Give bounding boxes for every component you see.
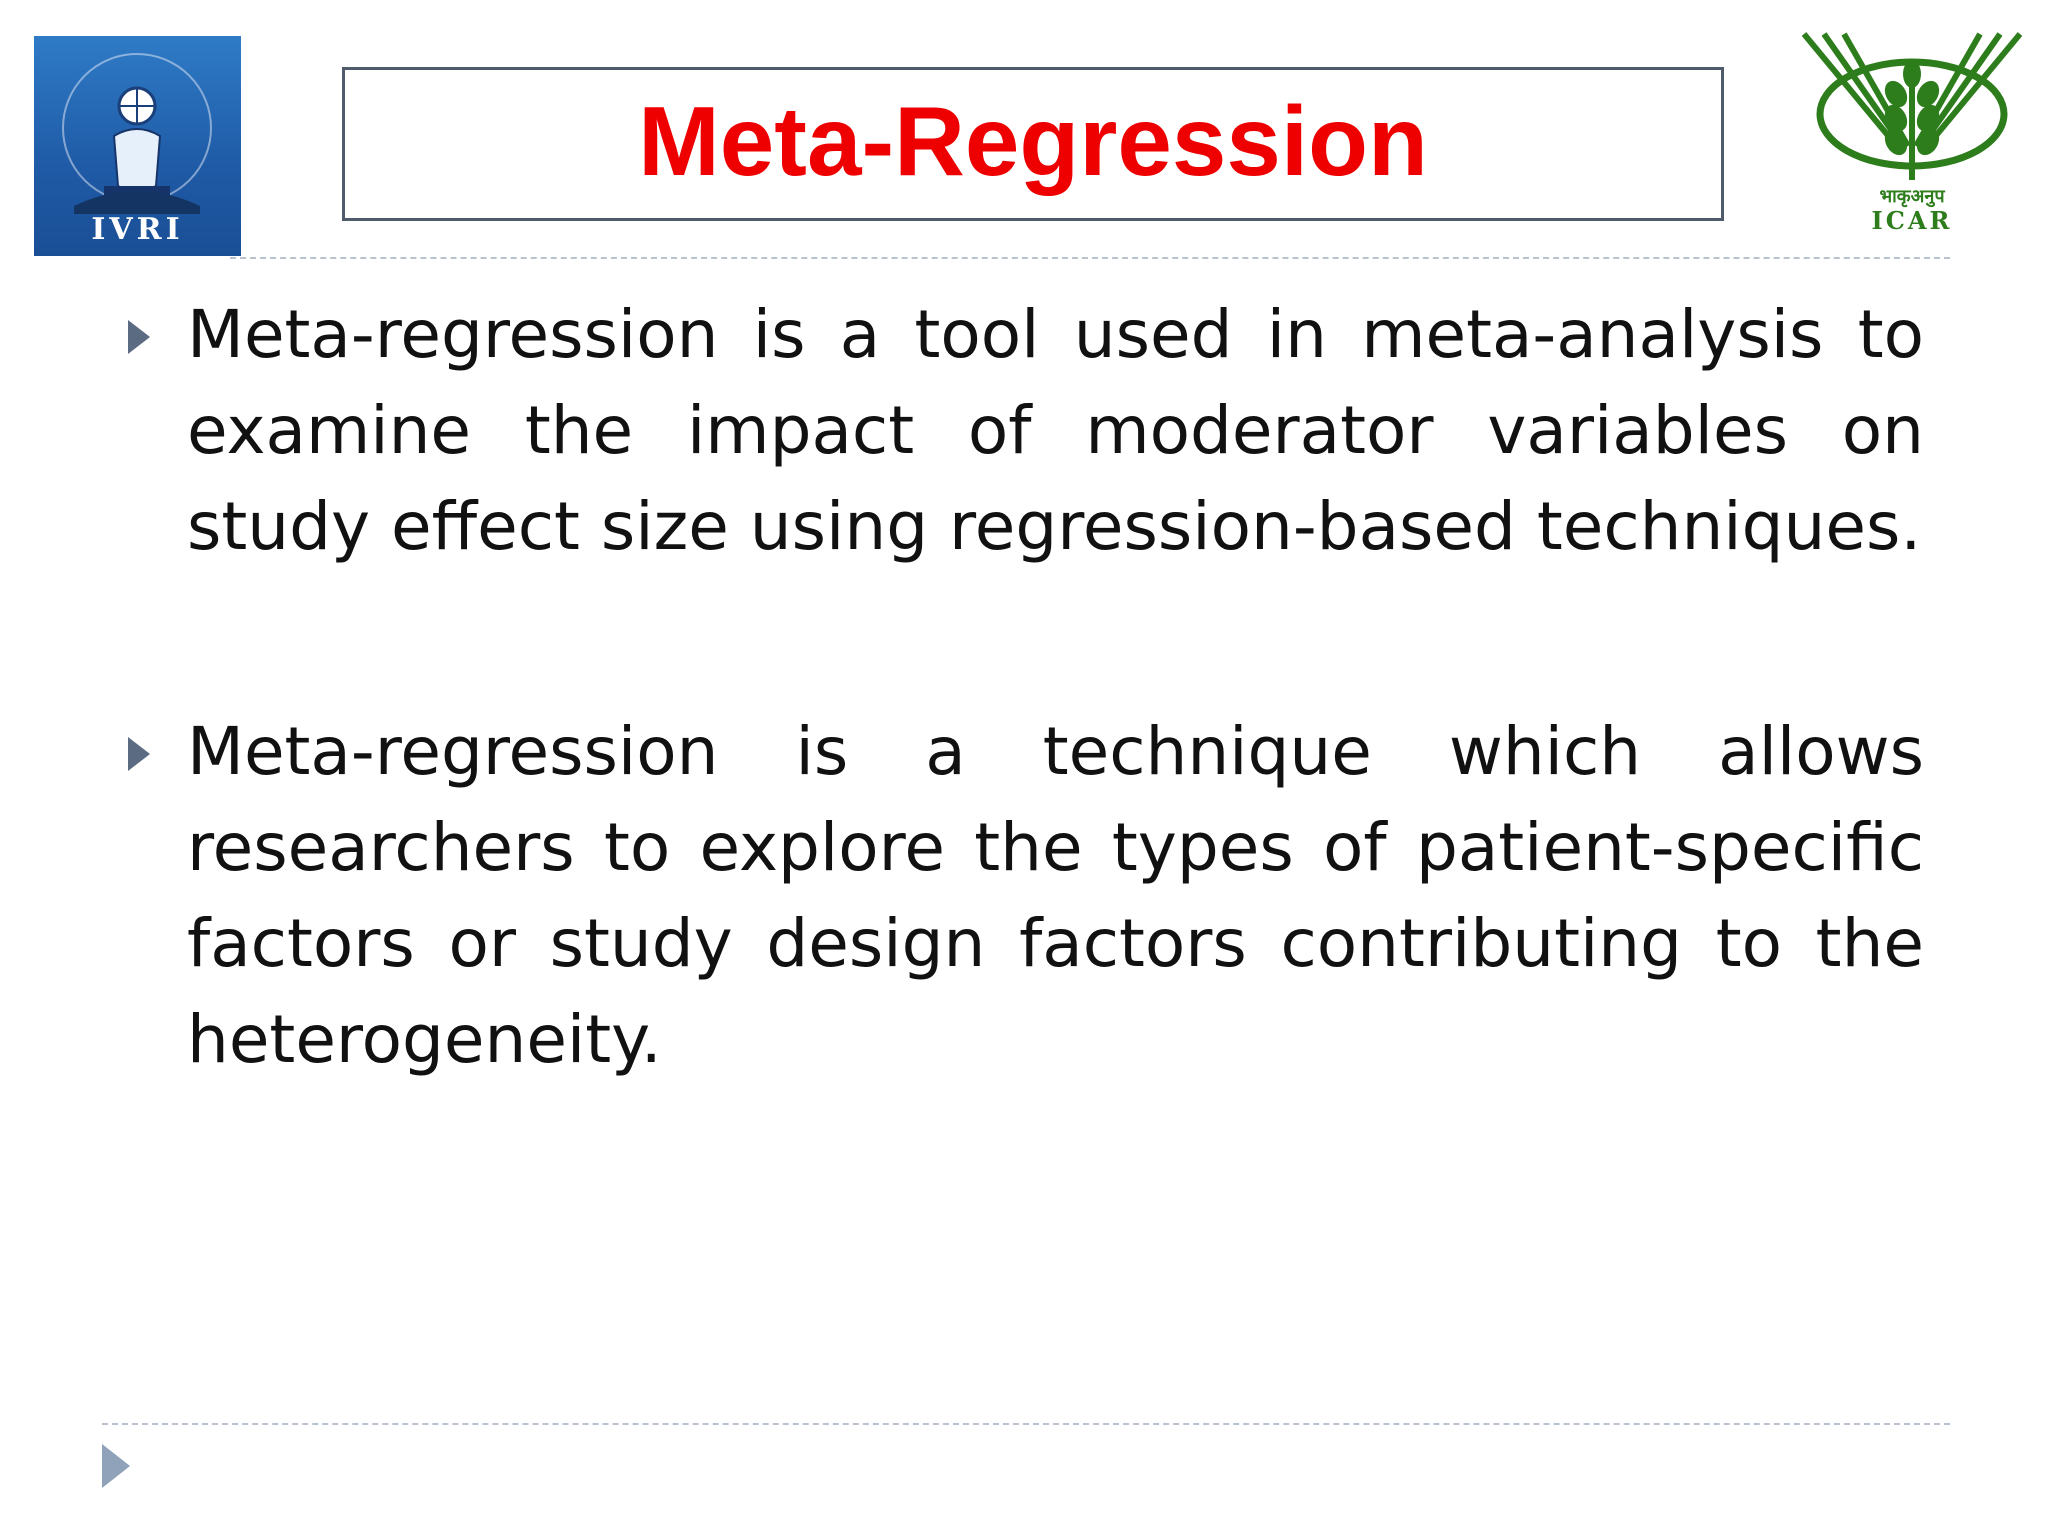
bullet-point-2: Meta-regression is a technique which allows researchers to explore the types of patient-specific factors or study design factors contributing to the heterogeneity.: [187, 713, 1924, 1078]
top-separator: [230, 257, 1950, 259]
slide-title: Meta-Regression: [638, 86, 1428, 196]
bottom-separator: [102, 1423, 1950, 1425]
bullet-triangle-icon: [128, 320, 150, 354]
icar-logo-text: ICAR: [1871, 206, 1953, 235]
bullet-point-1: Meta-regression is a tool used in meta-analysis to examine the impact of moderator variables on study effect size using regression-based techniques.: [187, 296, 1924, 565]
wheat-emblem-icon: [1796, 30, 2028, 190]
icar-logo: [1796, 30, 2028, 245]
next-slide-arrow-icon[interactable]: [102, 1444, 130, 1488]
ivri-logo: [34, 36, 241, 256]
bullet-triangle-icon: [128, 737, 150, 771]
icar-hindi-label: भाकृअनुप: [1879, 186, 1945, 207]
ivri-logo-text: IVRI: [91, 212, 184, 247]
title-box: [342, 67, 1724, 221]
